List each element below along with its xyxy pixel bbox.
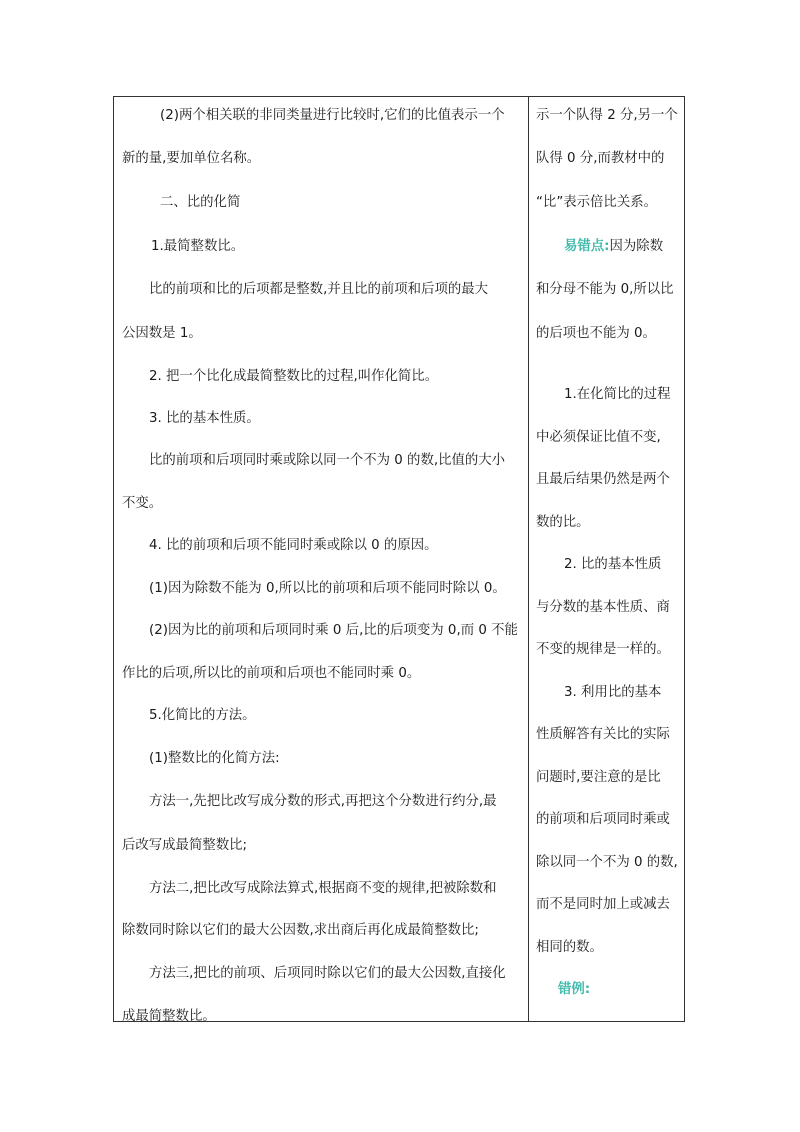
main-line: 5.化简比的方法。: [149, 708, 256, 723]
main-line: (1)整数比的化简方法:: [149, 751, 280, 766]
side-line: 不变的规律是一样的。: [536, 642, 670, 657]
side-line: 和分母不能为 0,所以比: [536, 282, 674, 297]
main-line: 后改写成最简整数比;: [122, 838, 248, 853]
main-line: (2)两个相关联的非同类量进行比较时,它们的比值表示一个: [160, 108, 505, 123]
main-line: 比的前项和比的后项都是整数,并且比的前项和后项的最大: [149, 282, 489, 297]
main-line: (1)因为除数不能为 0,所以比的前项和后项不能同时除以 0。: [149, 581, 506, 596]
side-line: 的后项也不能为 0。: [536, 326, 656, 341]
main-line: 除数同时除以它们的最大公因数,求出商后再化成最简整数比;: [122, 923, 479, 938]
side-line: 问题时,要注意的是比: [536, 770, 661, 785]
side-line: [564, 238, 663, 256]
main-line: 成最简整数比。: [122, 1009, 216, 1024]
side-line: 且最后结果仍然是两个: [536, 472, 670, 487]
side-line: 1.在化简比的过程: [564, 387, 671, 402]
side-line: “比”表示倍比关系。: [536, 195, 657, 210]
side-line: 中必须保证比值不变,: [536, 430, 661, 445]
main-line: 作比的后项,所以比的前项和后项也不能同时乘 0。: [122, 666, 421, 681]
side-line: 的前项和后项同时乘或: [536, 812, 670, 827]
column-divider: [528, 96, 529, 1022]
main-line: 方法二,把比改写成除法算式,根据商不变的规律,把被除数和: [149, 881, 497, 896]
main-line: 方法一,先把比改写成分数的形式,再把这个分数进行约分,最: [149, 794, 497, 809]
side-line: 2. 比的基本性质: [564, 557, 662, 572]
main-line: 公因数是 1。: [122, 326, 202, 341]
error-point-text: 因为除数: [609, 239, 664, 254]
section-heading: 二、比的化简: [160, 195, 241, 210]
error-example-label: 错例:: [558, 982, 591, 997]
main-line: 1.最简整数比。: [151, 239, 245, 254]
main-line: (2)因为比的前项和后项同时乘 0 后,比的后项变为 0,而 0 不能: [149, 623, 518, 638]
side-line: 与分数的基本性质、商: [536, 600, 670, 615]
side-line: 相同的数。: [536, 940, 603, 955]
main-line: 2. 把一个比化成最简整数比的过程,叫作化简比。: [149, 369, 439, 384]
main-line: 3. 比的基本性质。: [149, 411, 260, 426]
side-line: 示一个队得 2 分,另一个: [536, 108, 678, 123]
side-line: 3. 利用比的基本: [564, 685, 662, 700]
main-line: 方法三,把比的前项、后项同时除以它们的最大公因数,直接化: [149, 966, 506, 981]
main-line: 4. 比的前项和后项不能同时乘或除以 0 的原因。: [149, 538, 438, 553]
main-line: 不变。: [122, 496, 163, 511]
side-line: 队得 0 分,而教材中的: [536, 151, 665, 166]
main-line: 比的前项和后项同时乘或除以同一个不为 0 的数,比值的大小: [149, 453, 506, 468]
side-line: 除以同一个不为 0 的数,: [536, 855, 678, 870]
side-line: 数的比。: [536, 515, 590, 530]
error-point-label: 易错点:: [564, 239, 610, 254]
side-line: 性质解答有关比的实际: [536, 727, 670, 742]
side-line: 而不是同时加上或减去: [536, 897, 670, 912]
main-line: 新的量,要加单位名称。: [122, 151, 261, 166]
